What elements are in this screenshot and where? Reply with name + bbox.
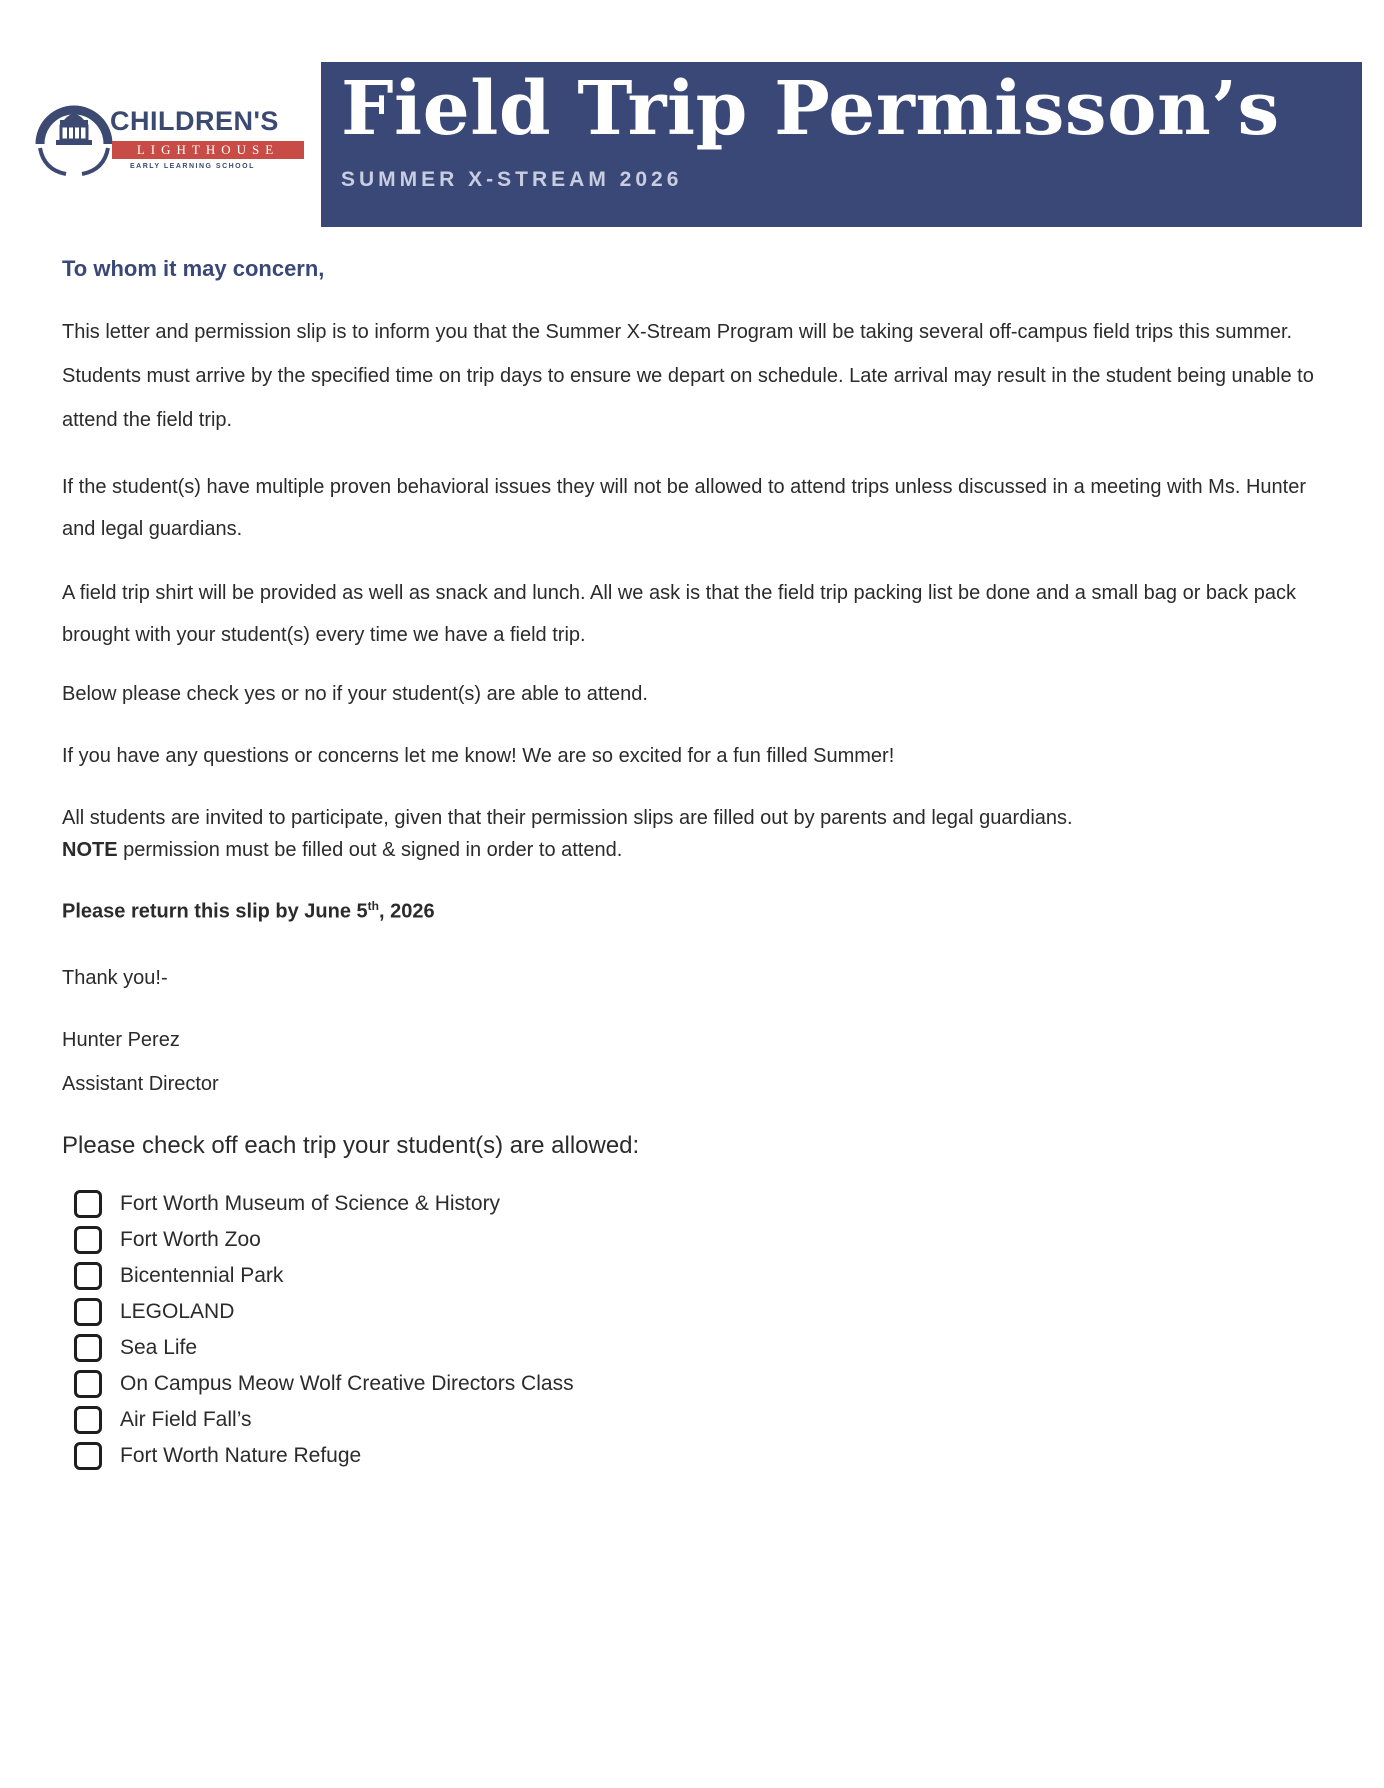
- trip-checkbox[interactable]: [74, 1442, 102, 1470]
- return-suffix: , 2026: [379, 900, 435, 923]
- note-line: [62, 834, 1332, 866]
- greeting: To whom it may concern,: [62, 256, 325, 281]
- thanks: Thank you!-: [62, 966, 168, 989]
- paragraph-check: Below please check yes or no if your student(s) are able to attend.: [62, 683, 648, 705]
- return-deadline: [62, 890, 1332, 928]
- trip-label: Fort Worth Zoo: [120, 1227, 261, 1251]
- title-banner: [321, 62, 1362, 227]
- list-item: [74, 1186, 1332, 1222]
- list-item: [74, 1402, 1332, 1438]
- paragraph-questions: If you have any questions or concerns let me know! We are so excited for a fun filled Summer!: [62, 745, 895, 767]
- list-item: [74, 1222, 1332, 1258]
- letter-body: [62, 256, 1332, 1474]
- return-prefix: Please return this slip by June 5: [62, 900, 368, 923]
- signer-name: Hunter Perez: [62, 1028, 180, 1051]
- list-item: [74, 1330, 1332, 1366]
- trip-label: LEGOLAND: [120, 1299, 235, 1323]
- trip-label: Sea Life: [120, 1335, 198, 1359]
- paragraph-intro: This letter and permission slip is to inform you that the Summer X-Stream Program will be taking several off-campus field trips this summer. Students must arrive by the specified time on trip days to ensure we depart on schedule. Late arrival may result in the student being unable to attend the field trip.: [62, 321, 1314, 431]
- page-subtitle: SUMMER X-STREAM 2026: [341, 168, 683, 191]
- trip-checkbox[interactable]: [74, 1370, 102, 1398]
- logo-name: CHILDREN'S: [110, 106, 279, 136]
- trip-checkbox[interactable]: [74, 1190, 102, 1218]
- list-item: [74, 1366, 1332, 1402]
- paragraph-invite: All students are invited to participate, given that their permission slips are filled out by parents and legal guardians.: [62, 807, 1073, 829]
- trip-checkbox[interactable]: [74, 1406, 102, 1434]
- logo-sub: LIGHTHOUSE: [112, 141, 304, 159]
- list-item: [74, 1438, 1332, 1474]
- list-item: [74, 1258, 1332, 1294]
- note-text: permission must be filled out & signed in order to attend.: [117, 839, 623, 861]
- trip-label: Air Field Fall’s: [120, 1407, 252, 1431]
- trip-label: On Campus Meow Wolf Creative Directors Class: [120, 1371, 574, 1395]
- trip-checklist: [62, 1186, 1332, 1474]
- trip-checkbox[interactable]: [74, 1334, 102, 1362]
- paragraph-behavior: If the student(s) have multiple proven behavioral issues they will not be allowed to attend trips unless discussed in a meeting with Ms. Hunter and legal guardians.: [62, 476, 1306, 540]
- signer-title: Assistant Director: [62, 1072, 219, 1095]
- school-logo: [34, 100, 314, 190]
- lighthouse-icon: [34, 100, 114, 180]
- paragraph-shirt: A field trip shirt will be provided as well as snack and lunch. All we ask is that the field trip packing list be done and a small bag or back pack brought with your student(s) every time we have a field trip.: [62, 582, 1296, 646]
- list-item: [74, 1294, 1332, 1330]
- logo-tagline: EARLY LEARNING SCHOOL: [130, 163, 255, 170]
- trip-label: Bicentennial Park: [120, 1263, 284, 1287]
- checklist-heading: Please check off each trip your student(s) are allowed:: [62, 1131, 640, 1159]
- trip-label: Fort Worth Museum of Science & History: [120, 1191, 501, 1215]
- note-label: NOTE: [62, 839, 118, 861]
- return-sup: th: [367, 899, 379, 913]
- trip-checkbox[interactable]: [74, 1298, 102, 1326]
- trip-label: Fort Worth Nature Refuge: [120, 1443, 362, 1467]
- trip-checkbox[interactable]: [74, 1262, 102, 1290]
- trip-checkbox[interactable]: [74, 1226, 102, 1254]
- page-title: Field Trip Permisson’s: [341, 66, 1280, 152]
